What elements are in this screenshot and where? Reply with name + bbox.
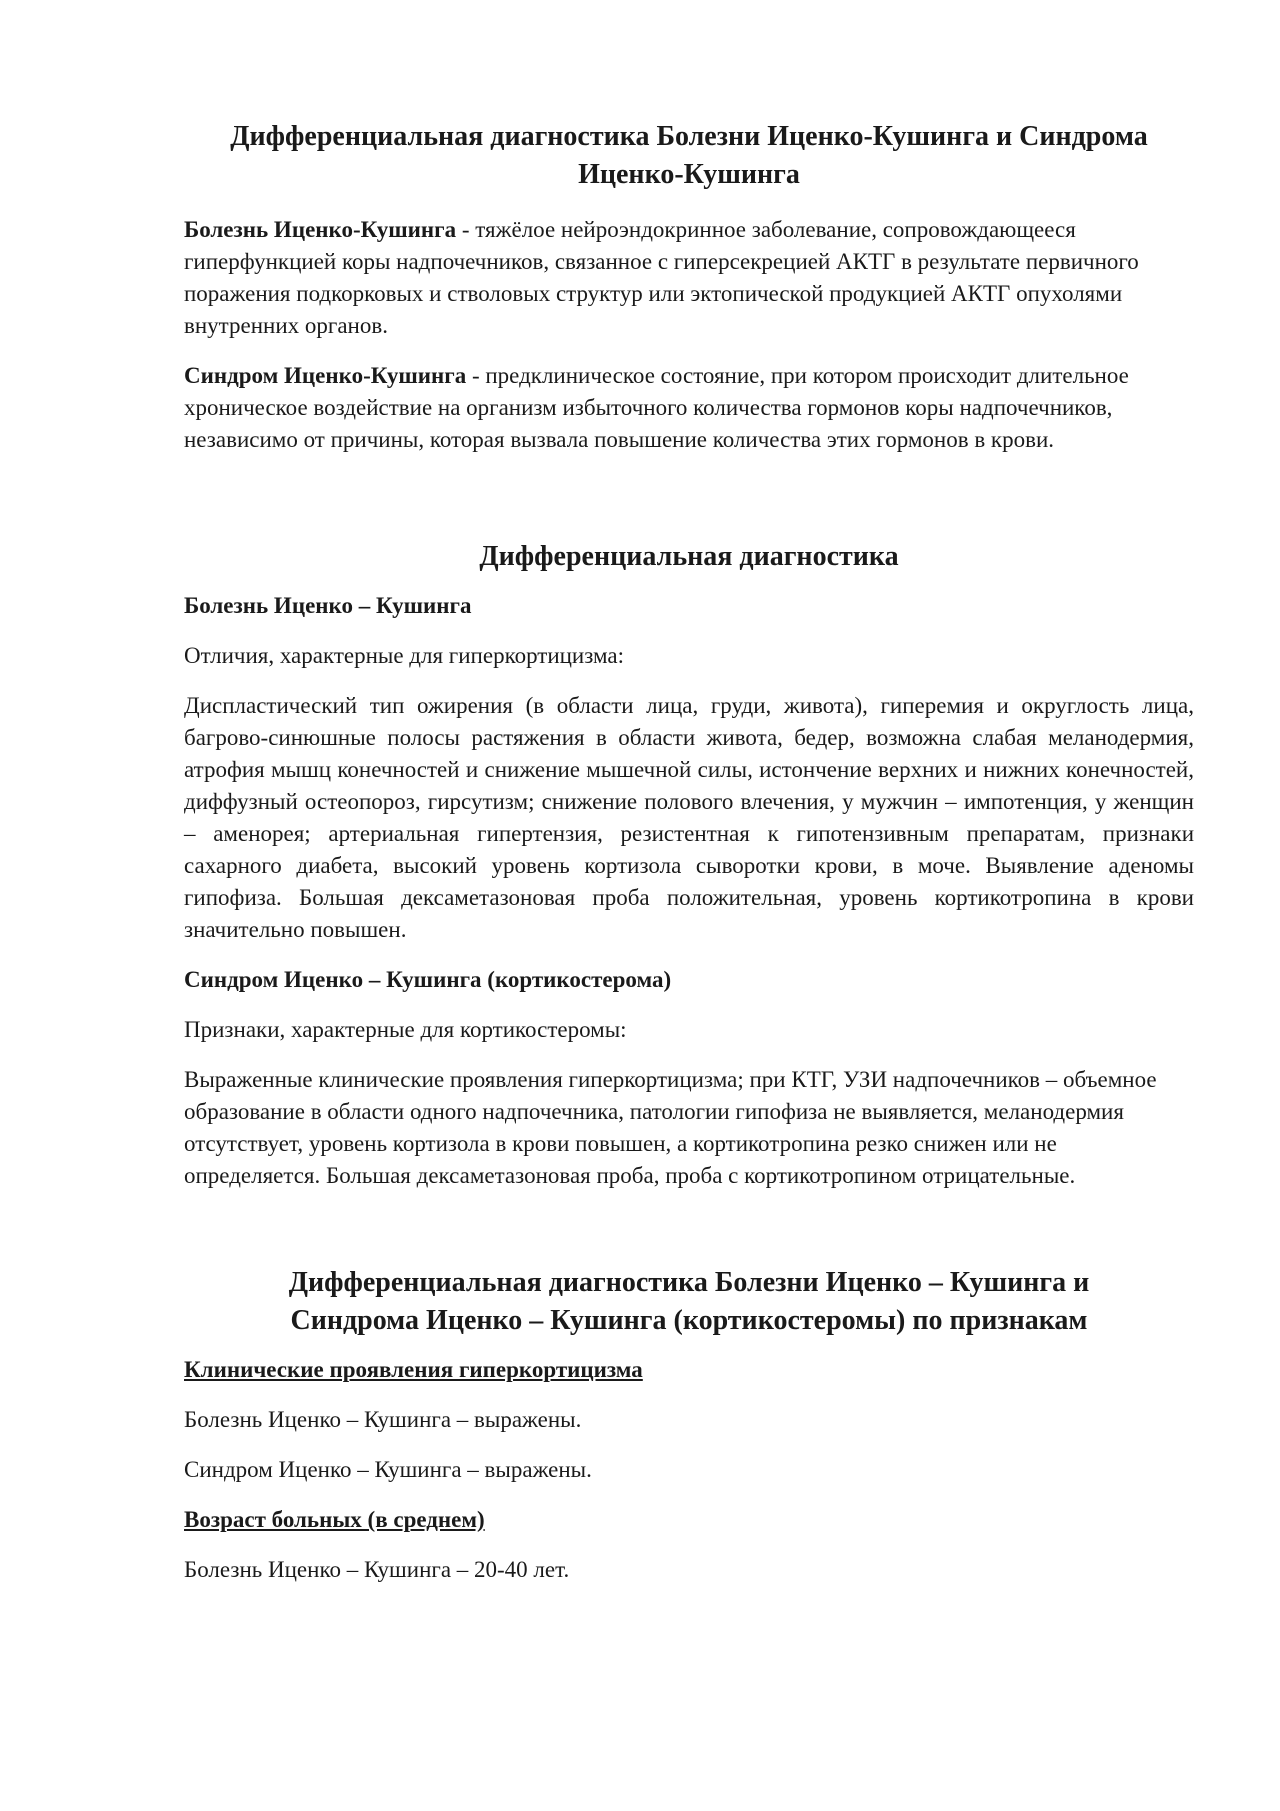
- syndrome-description: Выраженные клинические проявления гиперкортицизма; при КТГ, УЗИ надпочечников – объемное образование в области одного надпочечника, патологии гипофиза не выявляется, меланодермия отсутствует, уровень кортизола в крови повышен, а кортикотропина резко снижен или не определяется. Большая дексаметазоновая проба, проба с кортикотропином отрицательные.: [184, 1067, 1157, 1188]
- term-disease: Болезнь Иценко-Кушинга: [184, 217, 457, 242]
- spacer: [184, 474, 1194, 538]
- document-title: Дифференциальная диагностика Болезни Иценко-Кушинга и Синдрома Иценко-Кушинга: [230, 121, 1148, 190]
- criterion-line-disease-age: Болезнь Иценко – Кушинга – 20-40 лет.: [184, 1557, 570, 1582]
- criterion-label-clinical: Клинические проявления гиперкортицизма: [184, 1357, 643, 1382]
- section-heading-diff-diagnosis: Дифференциальная диагностика: [479, 541, 899, 572]
- syndrome-subheading: Синдром Иценко – Кушинга (кортикостерома): [184, 967, 672, 992]
- definition-disease: - тяжёлое нейроэндокринное заболевание, сопровождающееся гиперфункцией коры надпочечников, связанное с гиперсекрецией АКТГ в результате первичного поражения подкорковых и стволовых структур или эктопической продукцией АКТГ опухолями внутренних органов.: [184, 217, 1139, 338]
- definition-syndrome: - предклиническое состояние, при котором происходит длительное хроническое воздействие на организм избыточного количества гормонов коры надпочечников, независимо от причины, которая вызвала повышение количества этих гормонов в крови.: [184, 363, 1129, 452]
- disease-description: Диспластический тип ожирения (в области лица, груди, живота), гиперемия и округлость лица, багрово-синюшные полосы растяжения в области живота, бедер, возможна слабая меланодермия, атрофия мышц конечностей и снижение мышечной силы, истончение верхних и нижних конечностей, диффузный остеопороз, гирсутизм; снижение полового влечения, у мужчин – импотенция, у женщин – аменорея; артериальная гипертензия, резистентная к гипотензивным препаратам, признаки сахарного диабета, высокий уровень кортизола сыворотки крови, в моче. Выявление аденомы гипофиза. Большая дексаметазоновая проба положительная, уровень кортикотропина в крови значительно повышен.: [184, 693, 1194, 942]
- criterion-line-syndrome: Синдром Иценко – Кушинга – выражены.: [184, 1457, 592, 1482]
- syndrome-lead: Признаки, характерные для кортикостеромы:: [184, 1017, 627, 1042]
- document-page: [184, 118, 1194, 1604]
- disease-lead: Отличия, характерные для гиперкортицизма:: [184, 643, 624, 668]
- criterion-line-disease: Болезнь Иценко – Кушинга – выражены.: [184, 1407, 582, 1432]
- spacer: [184, 1210, 1194, 1264]
- criterion-label-age: Возраст больных (в среднем): [184, 1507, 485, 1532]
- section-heading-by-criteria: Дифференциальная диагностика Болезни Иценко – Кушинга и Синдрома Иценко – Кушинга (кортикостеромы) по признакам: [288, 1267, 1090, 1336]
- term-syndrome: Синдром Иценко-Кушинга: [184, 363, 467, 388]
- intro-paragraph-disease: [184, 214, 1194, 342]
- intro-paragraph-syndrome: [184, 360, 1194, 456]
- disease-subheading: Болезнь Иценко – Кушинга: [184, 593, 472, 618]
